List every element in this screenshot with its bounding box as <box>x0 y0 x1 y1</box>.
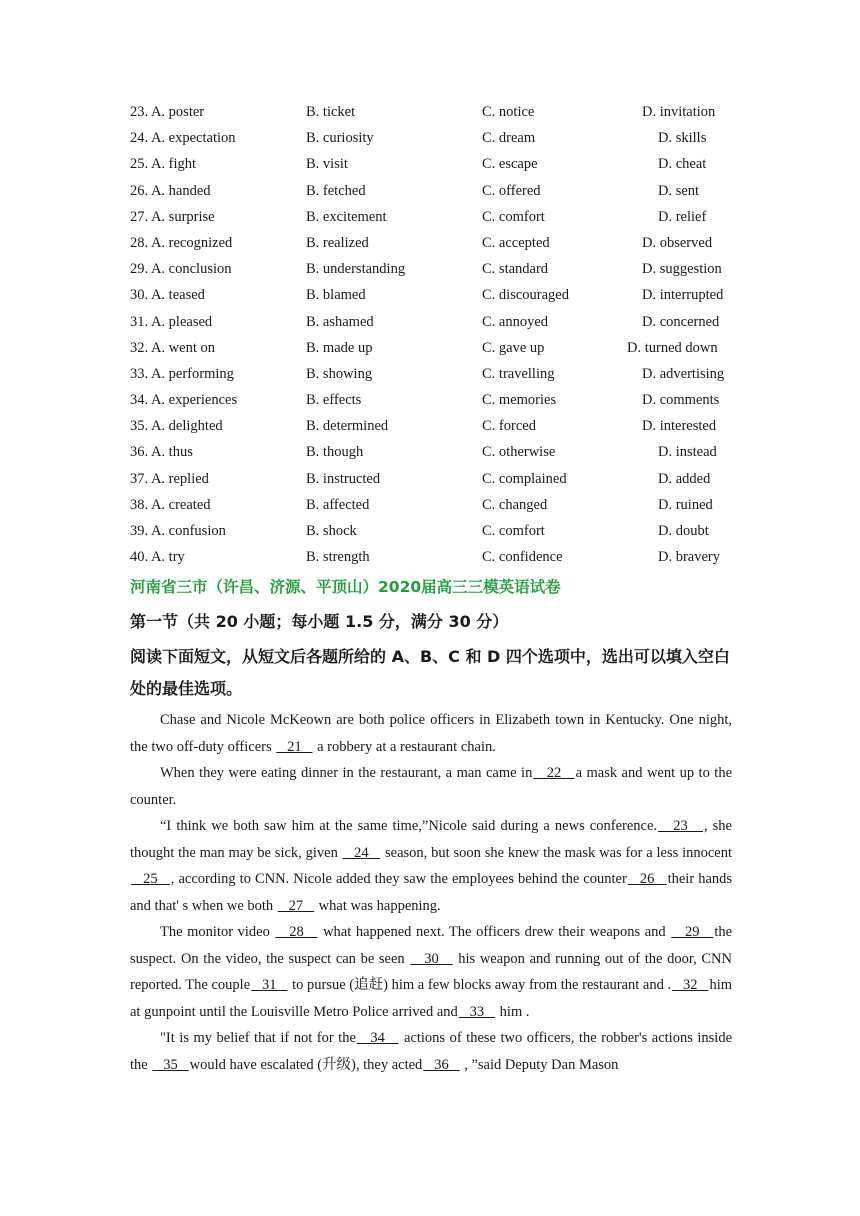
option-b: B. showing <box>306 365 373 382</box>
answer-options-table <box>0 102 860 573</box>
option-c: C. confidence <box>482 549 563 566</box>
option-c: C. comfort <box>482 523 545 539</box>
option-row <box>0 233 860 259</box>
option-b: B. excitement <box>306 208 387 225</box>
instructions: 阅读下面短文，从短文后各题所给的 A、B、C 和 D 四个选项中，选出可以填入空白处的最佳选项。 <box>130 647 730 698</box>
exam-title: 河南省三市（许昌、济源、平顶山）2020届高三三模英语试卷 <box>130 578 561 596</box>
option-row <box>0 207 860 233</box>
option-row <box>0 154 860 180</box>
option-b: B. ashamed <box>306 313 374 330</box>
option-b: B. fetched <box>306 182 366 199</box>
option-d: D. comments <box>642 392 720 409</box>
option-b: B. shock <box>306 523 357 539</box>
option-a: 40. A. try <box>130 549 185 566</box>
option-b: B. realized <box>306 234 369 251</box>
option-c: C. memories <box>482 392 557 409</box>
option-c: C. forced <box>482 418 536 435</box>
option-a: 33. A. performing <box>130 365 234 382</box>
option-row <box>0 312 860 338</box>
option-c: C. otherwise <box>482 444 556 461</box>
option-d: D. turned down <box>627 339 718 356</box>
option-row <box>0 416 860 442</box>
option-b: B. visit <box>306 156 348 173</box>
option-a: 27. A. surprise <box>130 208 215 225</box>
option-row <box>0 128 860 154</box>
option-d: D. concerned <box>642 313 720 330</box>
option-a: 31. A. pleased <box>130 313 213 330</box>
blank: 34 <box>356 1030 399 1046</box>
option-c: C. offered <box>482 182 541 199</box>
option-b: B. affected <box>306 496 370 513</box>
option-row <box>0 469 860 495</box>
cloze-passage <box>130 707 732 1078</box>
blank: 27 <box>277 897 315 914</box>
blank: 31 <box>251 977 288 993</box>
option-d: D. cheat <box>658 156 707 173</box>
option-a: 32. A. went on <box>130 339 215 356</box>
option-a: 30. A. teased <box>130 287 205 304</box>
option-c: C. travelling <box>482 365 555 382</box>
blank: 21 <box>276 738 313 755</box>
passage-paragraph: Chase and Nicole McKeown are both police officers in Elizabeth town in Kentucky. One night, the two off-duty officers 21 a robbery at a restaurant chain. <box>130 712 732 755</box>
passage-paragraph: The monitor video 28 what happened next. The officers drew their weapons and 29 the suspect. On the video, the suspect can be seen 30 his weapon and running out of the door, CNN reported. The couple 31 to pursue (追赶) him a few blocks away from the restaurant and . 32 him at gunpoint until the Louisville Metro Police arrived and 33 him . <box>130 924 733 1020</box>
option-row <box>0 442 860 468</box>
option-row <box>0 547 860 573</box>
option-d: D. advertising <box>642 365 725 382</box>
blank: 33 <box>458 1003 496 1020</box>
option-a: 38. A. created <box>130 496 211 513</box>
passage-paragraph: When they were eating dinner in the restaurant, a man came in 22 a mask and went up to the counter. <box>130 765 733 808</box>
option-c: C. annoyed <box>482 313 549 330</box>
option-row <box>0 495 860 521</box>
blank: 22 <box>533 765 575 781</box>
option-b: B. blamed <box>306 287 366 304</box>
option-b: B. instructed <box>306 470 381 487</box>
blank: 23 <box>658 818 703 834</box>
option-d: D. interrupted <box>642 287 724 304</box>
option-b: B. strength <box>306 549 370 566</box>
option-b: B. though <box>306 444 364 461</box>
blank: 32 <box>672 977 709 993</box>
option-d: D. instead <box>658 444 717 461</box>
section-title: 第一节（共 20 小题；每小题 1.5 分，满分 30 分） <box>130 612 509 631</box>
option-row <box>0 102 860 128</box>
option-row <box>0 181 860 207</box>
option-row <box>0 285 860 311</box>
blank: 25 <box>131 871 170 887</box>
option-b: B. understanding <box>306 261 406 278</box>
option-row <box>0 338 860 364</box>
option-b: B. determined <box>306 418 389 435</box>
option-a: 29. A. conclusion <box>130 261 232 278</box>
blank: 24 <box>342 844 381 861</box>
option-a: 36. A. thus <box>130 444 193 461</box>
blank: 30 <box>410 950 453 967</box>
blank: 35 <box>152 1056 189 1073</box>
option-c: C. dream <box>482 130 536 147</box>
option-row <box>0 364 860 390</box>
option-row <box>0 390 860 416</box>
option-b: B. ticket <box>306 104 356 120</box>
option-c: C. gave up <box>482 339 545 356</box>
option-a: 25. A. fight <box>130 156 197 173</box>
option-d: D. bravery <box>658 549 721 566</box>
option-c: C. standard <box>482 261 549 278</box>
blank: 29 <box>671 924 714 940</box>
option-d: D. ruined <box>658 496 713 513</box>
blank: 36 <box>423 1056 460 1073</box>
option-d: D. interested <box>642 418 717 435</box>
option-row <box>0 521 860 547</box>
option-b: B. curiosity <box>306 130 374 147</box>
option-b: B. effects <box>306 392 362 409</box>
option-d: D. added <box>658 470 711 487</box>
option-c: C. complained <box>482 470 567 487</box>
option-a: 23. A. poster <box>130 104 205 120</box>
option-c: C. discouraged <box>482 287 569 304</box>
option-a: 39. A. confusion <box>130 523 226 539</box>
option-b: B. made up <box>306 339 373 356</box>
option-row <box>0 259 860 285</box>
option-a: 37. A. replied <box>130 470 209 487</box>
option-c: C. comfort <box>482 208 545 225</box>
option-c: C. accepted <box>482 234 550 251</box>
option-d: D. doubt <box>658 523 709 539</box>
option-d: D. sent <box>658 182 700 199</box>
option-c: C. changed <box>482 496 548 513</box>
option-d: D. observed <box>642 234 713 251</box>
option-a: 35. A. delighted <box>130 418 223 435</box>
option-a: 28. A. recognized <box>130 234 233 251</box>
option-a: 26. A. handed <box>130 182 211 199</box>
blank: 28 <box>275 924 318 940</box>
passage-paragraph: “I think we both saw him at the same time,”Nicole said during a news conference. 23 , she thought the man may be sick, given 24 season, but soon she knew the mask was for a less innocent 25 , according to CNN. Nicole added they saw the employees behind the counter 26 their hands and that' s when we both 27 what was happening. <box>130 818 733 914</box>
option-a: 24. A. expectation <box>130 130 236 147</box>
option-d: D. skills <box>658 130 707 147</box>
option-c: C. escape <box>482 156 538 173</box>
option-a: 34. A. experiences <box>130 392 238 409</box>
option-d: D. relief <box>658 208 707 225</box>
option-d: D. suggestion <box>642 261 722 278</box>
option-d: D. invitation <box>642 104 716 120</box>
passage-paragraph: "It is my belief that if not for the 34 actions of these two officers, the robber's actions inside the 35 would have escalated (升级), they acted 36 , ”said Deputy Dan Mason <box>130 1030 732 1073</box>
option-c: C. notice <box>482 104 535 120</box>
blank: 26 <box>627 871 667 887</box>
